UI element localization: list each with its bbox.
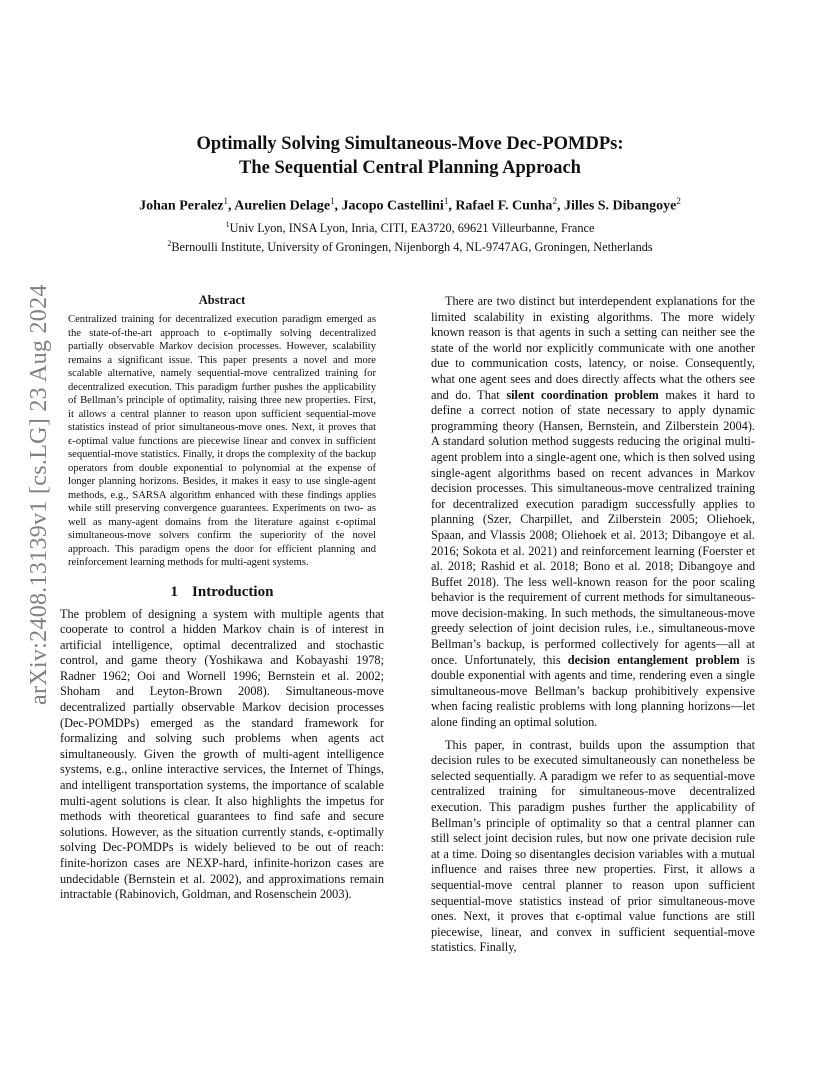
body-paragraph: This paper, in contrast, builds upon the assumption that decision rules to be executed simultaneously can nonetheless be selected sequentially. A paradigm we refer to as sequential-move centralized training for simultaneous-move decentralized execution. This paradigm pushes further the applicability of Bellman’s principle of optimality so that a central planner can still select joint decision rules, but now one private decision rule at a time. Doing so disentangles decision variables with a mutual influence and raises three new properties. First, it allows a sequential-move central planner to reason upon sufficient sequential-move statistics instead of prior simultaneous-move ones. Next, it proves that ϵ-optimal value functions are still piecewise, linear, and convex in sufficient sequential-move statistics. Finally, bbox=[431, 737, 755, 955]
paper-title bbox=[60, 132, 760, 180]
right-column bbox=[431, 294, 755, 956]
section-number: 1 bbox=[170, 583, 179, 600]
section-heading bbox=[60, 584, 384, 601]
author-name: Rafael F. Cunha bbox=[455, 198, 553, 214]
title-line-1: Optimally Solving Simultaneous-Move Dec-POMDPs: bbox=[196, 134, 624, 154]
author-name: Jilles S. Dibangoye bbox=[563, 198, 677, 214]
author-list: Johan Peralez$^1$, Aurelien Delage$^1$, Jacopo Castellini$^1$, Rafael F. Cunha$^2$, Jilles S. Dibangoye$^2$ bbox=[139, 196, 681, 214]
author-name: Aurelien Delage bbox=[234, 198, 331, 214]
emphasis-term: decision entanglement problem bbox=[567, 652, 740, 667]
author-name: Jacopo Castellini bbox=[341, 198, 444, 214]
left-column bbox=[60, 293, 384, 903]
intro-paragraph: The problem of designing a system with multiple agents that cooperate to control a hidden Markov chain is of interest in artificial intelligence, optimal decentralized and stochastic control, and game theory (Yoshikawa and Kobayashi 1978; Radner 1962; Ooi and Wornell 1996; Bernstein et al. 2002; Shoham and Leyton-Brown 2008). Simultaneous-move decentralized partially observable Markov decision processes (Dec-POMDPs) emerged as the standard framework for formalizing and solving such problems when agents act simultaneously. Given the growth of multi-agent intelligence systems, e.g., online interactive services, the Internet of Things, and intelligent transportation systems, the importance of scalable multi-agent solutions is clear. It also highlights the impetus for methods with theoretical guarantees to find safe and secure solutions. However, as the situation currently stands, ϵ-optimally solving Dec-POMDPs is widely believed to be out of reach: finite-horizon cases are NEXP-hard, infinite-horizon cases are undecidable (Bernstein et al. 2002), and approximations remain intractable (Rabinovich, Goldman, and Rosenschein 2003). bbox=[60, 606, 384, 902]
affiliations bbox=[60, 217, 760, 255]
affiliation-line: $^2$Bernoulli Institute, University of Groningen, Nijenborgh 4, NL-9747AG, Groningen, Netherlands bbox=[167, 239, 653, 255]
author-affil-mark: 2 bbox=[676, 196, 681, 206]
arxiv-identifier: arXiv:2408.13139v1 [cs.LG] 23 Aug 2024 bbox=[26, 284, 52, 705]
author-name: Johan Peralez bbox=[139, 198, 224, 214]
body-paragraph: There are two distinct but interdependent explanations for the limited scalability in existing algorithms. The more widely known reason is that agents in such a setting can neither see the state of the world nor explicitly communicate with one another due to communication costs, latency, or noise. Consequently, what one agent sees and does directly affects what the others see and do. That silent coordination problem makes it hard to define a correct notion of state necessary to apply dynamic programming theory (Hansen, Bernstein, and Zilberstein 2004). A standard solution method suggests reducing the original multi-agent problem into a single-agent one, which is then solved using single-agent algorithms based on recent advances in Markov decision processes. This simultaneous-move centralized training for decentralized execution paradigm successfully applies to planning (Szer, Charpillet, and Zilberstein 2005; Oliehoek, Spaan, and Vlassis 2008; Oliehoek et al. 2013; Dibangoye et al. 2016; Sokota et al. 2021) and reinforcement learning (Foerster et al. 2018; Rashid et al. 2018; Bono et al. 2018; Dibangoye and Buffet 2018). The less well-known reason for the poor scaling behavior is the requirement of current methods for simultaneous-move decision-making. In such methods, the simultaneous-move greedy selection of joint decision rules, i.e., simultaneous-move Bellman’s backup, is performed collectively for agents—all at once. Unfortunately, this decision entanglement problem is double exponential with agents and time, rendering even a single simultaneous-move Bellman’s backup prohibitively expensive when facing realistic problems with long planning horizons—let alone finding an optimal solution. bbox=[431, 294, 756, 730]
author-affil-mark: 1 bbox=[330, 196, 335, 206]
affiliation-line: $^1$Univ Lyon, INSA Lyon, Inria, CITI, EA3720, 69621 Villeurbanne, France bbox=[225, 220, 595, 236]
section-title: Introduction bbox=[192, 583, 274, 600]
abstract-text: Centralized training for decentralized execution paradigm emerged as the state-of-the-art approach to ϵ-optimally solving decentralized partially observable Markov decision processes. However, scalability remains a significant issue. This paper presents a novel and more scalable alternative, namely sequential-move centralized training for decentralized execution. This paradigm further pushes the applicability of Bellman’s principle of optimality, raising three new properties. First, it allows a central planner to reason upon sufficient sequential-move statistics instead of prior simultaneous-move ones. Next, it proves that ϵ-optimal value functions are piecewise linear and convex in sufficient sequential-move statistics. Finally, it drops the complexity of the backup operators from double exponential to polynomial at the expense of longer planning horizons. Besides, it makes it easy to use single-agent methods, e.g., SARSA algorithm enhanced with these findings applies while still preserving convergence guarantees. Experiments on two- as well as many-agent domains from the literature against ϵ-optimal simultaneous-move solvers confirm the superiority of the novel approach. This paradigm opens the door for efficient planning and reinforcement learning methods for multi-agent systems. bbox=[68, 314, 376, 568]
title-line-2: The Sequential Central Planning Approach bbox=[239, 158, 581, 178]
author-affil-mark: 1 bbox=[223, 196, 229, 206]
abstract-heading: Abstract bbox=[198, 293, 246, 307]
author-affil-mark: 1 bbox=[443, 196, 449, 206]
emphasis-term: silent coordination problem bbox=[506, 387, 659, 402]
author-affil-mark: 2 bbox=[552, 196, 557, 206]
